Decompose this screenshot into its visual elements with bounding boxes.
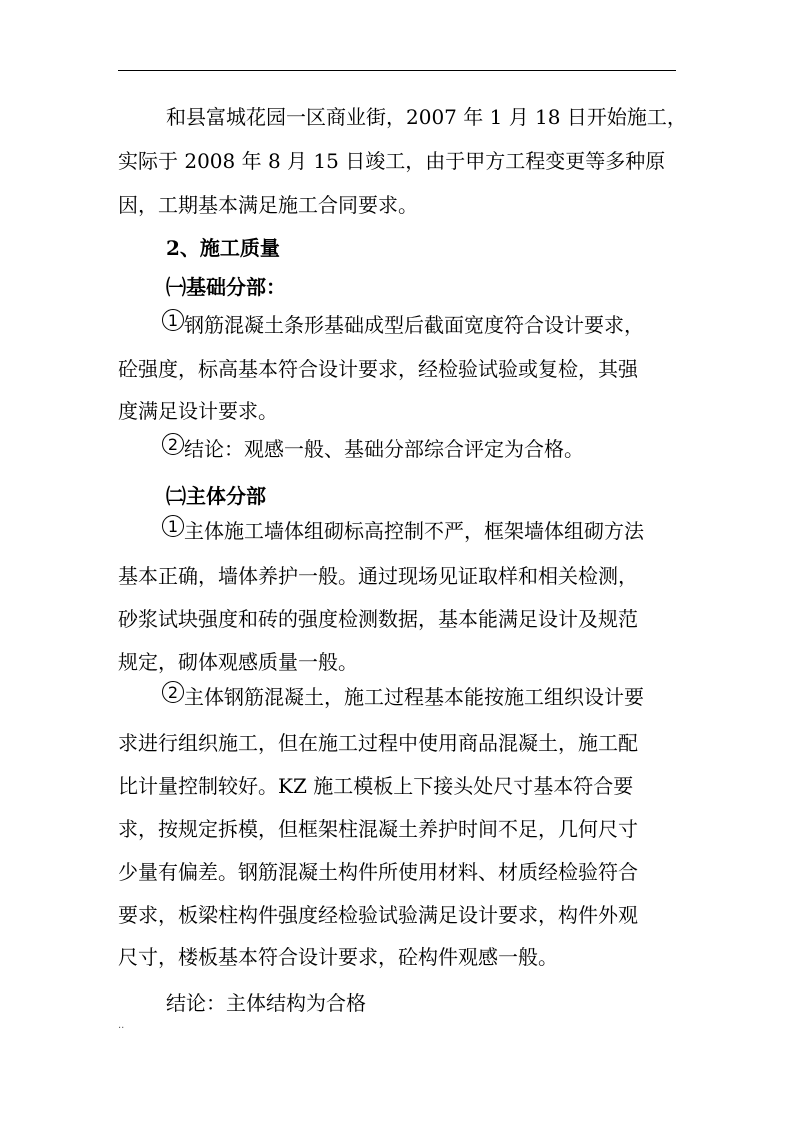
foundation-item-1-line-1: 钢筋混凝土条形基础成型后截面宽度符合设计要求， bbox=[184, 313, 644, 337]
foundation-item-1-first bbox=[162, 309, 644, 338]
main-item-2-line-1: 主体钢筋混凝土，施工过程基本能按施工组织设计要 bbox=[184, 685, 644, 709]
main-structure-heading: ㈡主体分部 bbox=[166, 484, 266, 508]
main-item-2-line-7: 尺寸，楼板基本符合设计要求，砼构件观感一般。 bbox=[118, 945, 558, 969]
main-item-2-line-4: 求，按规定拆模，但框架柱混凝土养护时间不足，几何尺寸 bbox=[118, 817, 638, 841]
main-item-1-line-3: 砂浆试块强度和砖的强度检测数据，基本能满足设计及规范 bbox=[118, 607, 638, 631]
main-item-1-line-1: 主体施工墙体组砌标高控制不严，框架墙体组砌方法 bbox=[184, 519, 644, 543]
footer-mark: .. bbox=[118, 1020, 125, 1031]
foundation-item-2 bbox=[162, 433, 584, 462]
foundation-heading: ㈠基础分部： bbox=[166, 275, 286, 299]
main-item-2-first bbox=[162, 681, 644, 710]
main-item-2-line-6: 要求，板梁柱构件强度经检验试验满足设计要求，构件外观 bbox=[118, 903, 638, 927]
header-rule bbox=[118, 70, 676, 71]
main-structure-conclusion: 结论：主体结构为合格 bbox=[166, 991, 366, 1015]
circled-number-2: 2 bbox=[162, 681, 184, 703]
main-item-2-line-3: 比计量控制较好。KZ 施工模板上下接头处尺寸基本符合要 bbox=[118, 774, 634, 798]
circled-number-1: 1 bbox=[162, 309, 184, 331]
section-heading: 2、施工质量 bbox=[166, 236, 280, 260]
main-item-1-line-2: 基本正确，墙体养护一般。通过现场见证取样和相关检测， bbox=[118, 564, 638, 588]
circled-number-1: 1 bbox=[162, 515, 184, 537]
foundation-item-1-line-3: 度满足设计要求。 bbox=[118, 399, 278, 423]
foundation-item-1-line-2: 砼强度，标高基本符合设计要求，经检验试验或复检，其强 bbox=[118, 357, 638, 381]
circled-number-2: 2 bbox=[162, 433, 184, 455]
main-item-1-first bbox=[162, 515, 644, 544]
intro-line-1: 和县富城花园一区商业街，2007 年 1 月 18 日开始施工， bbox=[166, 105, 687, 129]
main-item-2-line-5: 少量有偏差。钢筋混凝土构件所使用材料、材质经检验符合 bbox=[118, 860, 638, 884]
foundation-conclusion: 结论：观感一般、基础分部综合评定为合格。 bbox=[184, 437, 584, 461]
intro-line-3: 因，工期基本满足施工合同要求。 bbox=[118, 193, 418, 217]
main-item-1-line-4: 规定，砌体观感质量一般。 bbox=[118, 650, 358, 674]
main-item-2-line-2: 求进行组织施工，但在施工过程中使用商品混凝土，施工配 bbox=[118, 731, 638, 755]
intro-line-2: 实际于 2008 年 8 月 15 日竣工，由于甲方工程变更等多种原 bbox=[118, 149, 666, 173]
